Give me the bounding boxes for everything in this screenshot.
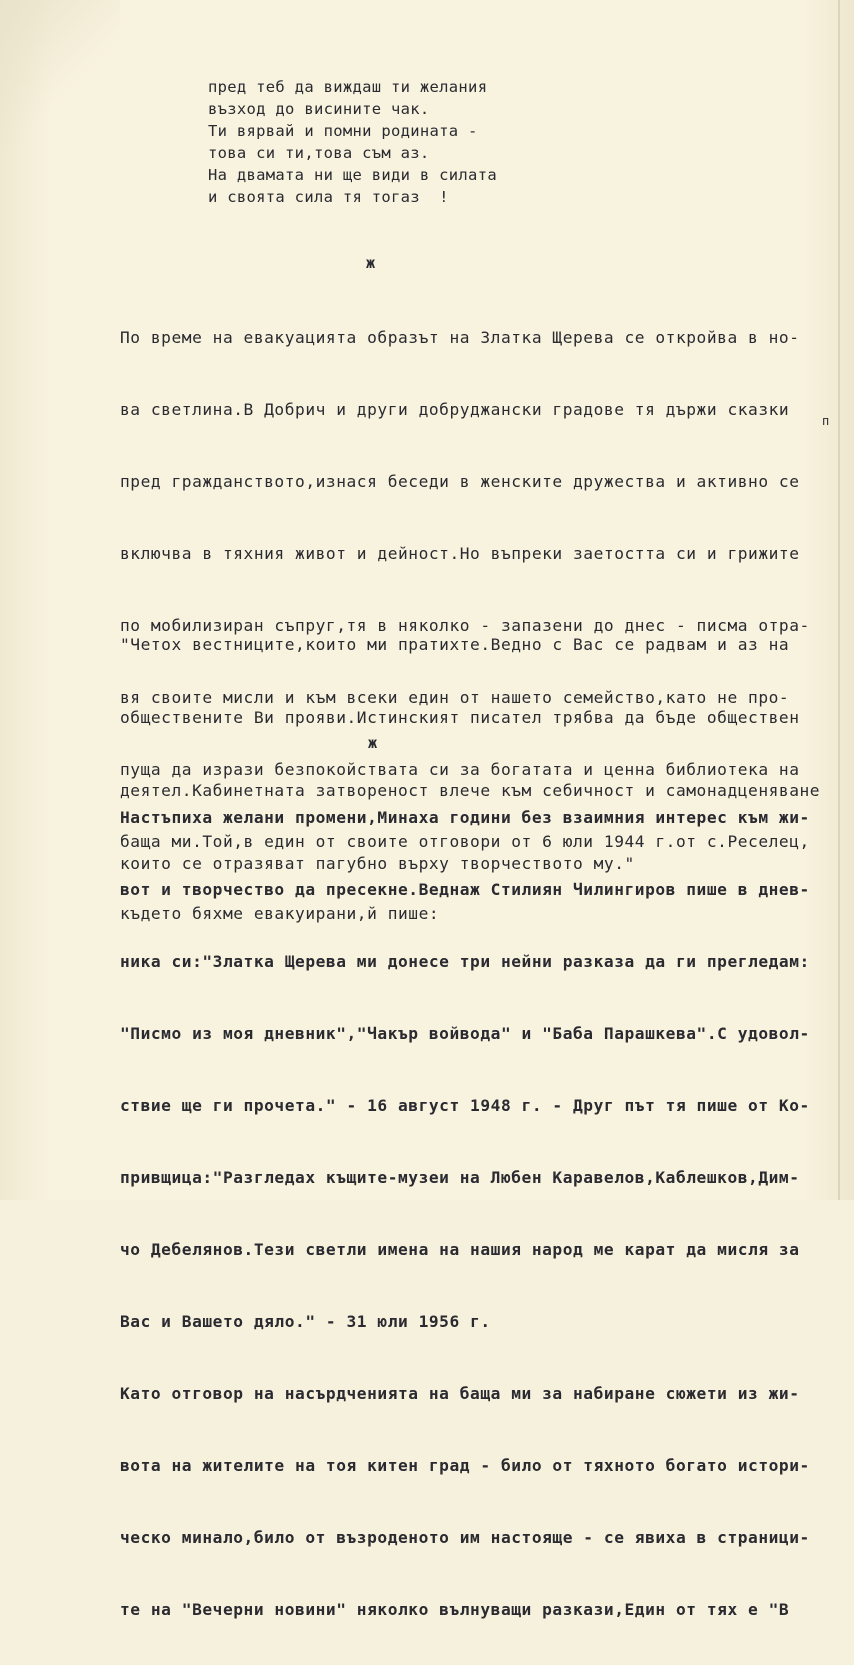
- poem-line: Ти вярвай и помни родината -: [208, 122, 478, 140]
- text-line: ствие ще ги прочета." - 16 август 1948 г. - Друг път тя пише от Ко-: [120, 1096, 810, 1115]
- text-line: пуща да изрази безпокойствата си за богатата и ценна библиотека на: [120, 760, 800, 779]
- text-line: чо Дебелянов.Тези светли имена на нашия народ ме карат да мисля за: [120, 1240, 800, 1259]
- poem-stanza: [208, 76, 497, 208]
- text-line: пред гражданството,изнася беседи в женските дружества и активно се: [120, 472, 800, 491]
- text-line: вота на жителите на тоя китен град - било от тяхното богато истори-: [120, 1456, 810, 1475]
- text-line: където бяхме евакуирани,й пише:: [120, 904, 440, 923]
- text-line: Настъпиха желани промени,Минаха години без взаимния интерес към жи-: [120, 808, 810, 827]
- text-line: баща ми.Той,в един от своите отговори от 6 юли 1944 г.от с.Реселец,: [120, 832, 810, 851]
- text-line: Като отговор на насърдченията на баща ми за набиране сюжети из жи-: [120, 1384, 800, 1403]
- handwritten-correction: п: [822, 414, 830, 428]
- poem-line: това си ти,това съм аз.: [208, 144, 430, 162]
- text-line: те на "Вечерни новини" няколко вълнуващи разкази,Един от тях е "В: [120, 1600, 790, 1619]
- section-separator: ж: [366, 254, 376, 272]
- text-line: ческо минало,било от възроденото им настояще - се явиха в страници-: [120, 1528, 810, 1547]
- paragraph-changes: [120, 763, 834, 1665]
- text-line: включва в тяхния живот и дейност.Но въпреки заетостта си и грижите: [120, 544, 800, 563]
- text-line: по мобилизиран съпруг,тя в няколко - запазени до днес - писма отра-: [120, 616, 810, 635]
- poem-line: На двамата ни ще види в силата: [208, 166, 497, 184]
- poem-line: и своята сила тя тогаз !: [208, 188, 449, 206]
- poem-line: възход до висините чак.: [208, 100, 430, 118]
- poem-line: пред теб да виждаш ти желания: [208, 78, 488, 96]
- text-line: привщица:"Разгледах къщите-музеи на Любен Каравелов,Каблешков,Дим-: [120, 1168, 800, 1187]
- text-line: деятел.Кабинетната затвореност влече към себичност и самонадценяване: [120, 781, 821, 800]
- text-line: Вас и Вашето дяло." - 31 юли 1956 г.: [120, 1312, 491, 1331]
- section-separator: ж: [368, 734, 378, 752]
- text-line: вя своите мисли и към всеки един от нашето семейство,като не про-: [120, 688, 790, 707]
- text-line: обществените Ви прояви.Истинският писател трябва да бъде обществен: [120, 708, 800, 727]
- text-line: вот и творчество да пресекне.Веднаж Стилиян Чилингиров пише в днев-: [120, 880, 810, 899]
- text-line: които се отразяват пагубно върху творчеството му.": [120, 854, 635, 873]
- text-line: "Писмо из моя дневник","Чакър войвода" и "Баба Парашкева".С удовол-: [120, 1024, 810, 1043]
- text-line: По време на евакуацията образът на Златка Щерева се откройва в но-: [120, 328, 800, 347]
- text-line: ника си:"Златка Щерева ми донесе три нейни разказа да ги прегледам:: [120, 952, 810, 971]
- text-line: "Четох вестниците,които ми пратихте.Ведно с Вас се радвам и аз на: [120, 635, 790, 654]
- text-line: ва светлина.В Добрич и други добруджански градове тя държи сказки: [120, 400, 790, 419]
